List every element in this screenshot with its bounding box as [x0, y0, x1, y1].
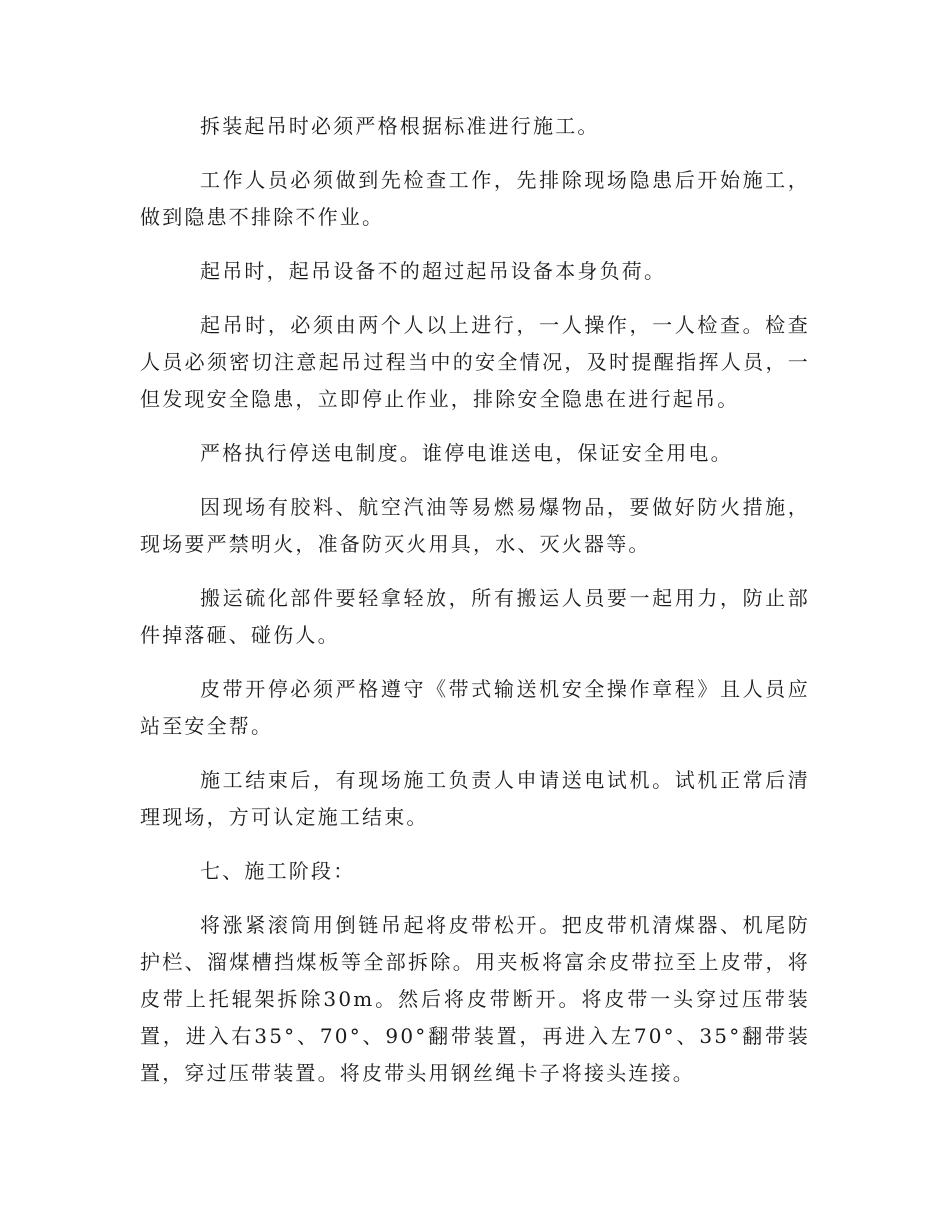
paragraph-6: 因现场有胶料、航空汽油等易燃易爆物品，要做好防火措施，现场要严禁明火，准备防灭火用具，水、灭火器等。 [140, 495, 810, 556]
paragraph-4: 起吊时，必须由两个人以上进行，一人操作，一人检查。检查人员必须密切注意起吊过程当中的安全情况，及时提醒指挥人员，一但发现安全隐患，立即停止作业，排除安全隐患在进行起吊。 [140, 313, 810, 411]
paragraph-7: 搬运硫化部件要轻拿轻放，所有搬运人员要一起用力，防止部件掉落砸、碰伤人。 [140, 586, 810, 647]
paragraph-3: 起吊时，起吊设备不的超过起吊设备本身负荷。 [200, 259, 667, 283]
paragraph-9: 施工结束后，有现场施工负责人申请送电试机。试机正常后清理现场，方可认定施工结束。 [140, 768, 810, 829]
section-heading: 七、施工阶段： [200, 859, 356, 883]
paragraph-1: 拆装起吊时必须严格根据标准进行施工。 [200, 114, 600, 138]
paragraph-2: 工作人员必须做到先检查工作，先排除现场隐患后开始施工，做到隐患不排除不作业。 [140, 168, 810, 229]
paragraph-10: 将涨紧滚筒用倒链吊起将皮带松开。把皮带机清煤器、机尾防护栏、溜煤槽挡煤板等全部拆除。用夹板将富余皮带拉至上皮带，将皮带上托辊架拆除30m。然后将皮带断开。将皮带一头穿过压带装置，进入右35°、70°、90°翻带装置，再进入左70°、35°翻带装置，穿过压带装置。将皮带头用钢丝绳卡子将接头连接。 [140, 913, 810, 1085]
paragraph-5: 严格执行停送电制度。谁停电谁送电，保证安全用电。 [200, 441, 733, 465]
paragraph-8: 皮带开停必须严格遵守《带式输送机安全操作章程》且人员应站至安全帮。 [140, 677, 810, 738]
document-body [140, 108, 810, 1109]
